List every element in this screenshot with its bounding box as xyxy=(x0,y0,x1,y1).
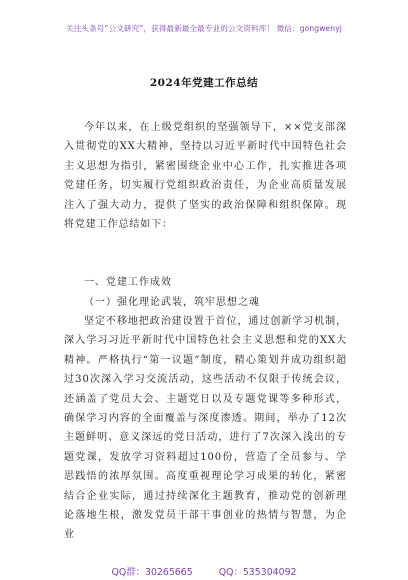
subsection-heading-block xyxy=(64,293,347,312)
footer-contact xyxy=(0,564,408,578)
intro-paragraph-block xyxy=(64,118,347,234)
footer-qq-number: QQ：535304092 xyxy=(218,567,297,578)
section-heading-block xyxy=(64,273,347,292)
body-paragraph-block xyxy=(64,312,347,545)
subsection-heading: （一）强化理论武装，筑牢思想之魂 xyxy=(84,297,260,308)
intro-paragraph: 今年以来，在上级党组织的坚强领导下，××党支部深入贯彻党的XX大精神，坚持以习近平新时代中国特色社会主义思想为指引，紧密围绕企业中心工作，扎实推进各项党建任务，切实履行党组织政治责任，为企业高质量发展注入了强大动力，提供了坚实的政治保障和组织保障。现将党建工作总结如下： xyxy=(64,122,347,231)
header-banner: 关注头条号“公文研究”，获得最新最全最专业的公文资料库！ 微信：gongwenyj xyxy=(66,24,342,33)
document-title: 2024年党建工作总结 xyxy=(149,77,259,89)
body-paragraph: 坚定不移地把政治建设置于首位，通过创新学习机制，深入学习习近平新时代中国特色社会主义思想和党的XX大精神。严格执行“第一议题”制度，精心策划并成功组织超过30次深入学习交流活动，这些活动不仅限于传统会议，还涵盖了党员大会、主题党日以及专题党课等多种形式，确保学习内容的全面覆盖与深度渗透。期间，举办了12次主题鲜明、意义深远的党日活动，进行了7次深入浅出的专题党课，发放学习资料超过100份，营造了全员参与、学思践悟的浓厚氛围。高度重视理论学习成果的转化，紧密结合企业实际，通过持续深化主题教育，推动党的创新理论落地生根，激发党员干部干事创业的热情与智慧，为企业 xyxy=(64,316,347,541)
footer-qq-group: QQ群：30265665 xyxy=(111,567,193,578)
section-heading: 一、党建工作成效 xyxy=(84,277,172,288)
